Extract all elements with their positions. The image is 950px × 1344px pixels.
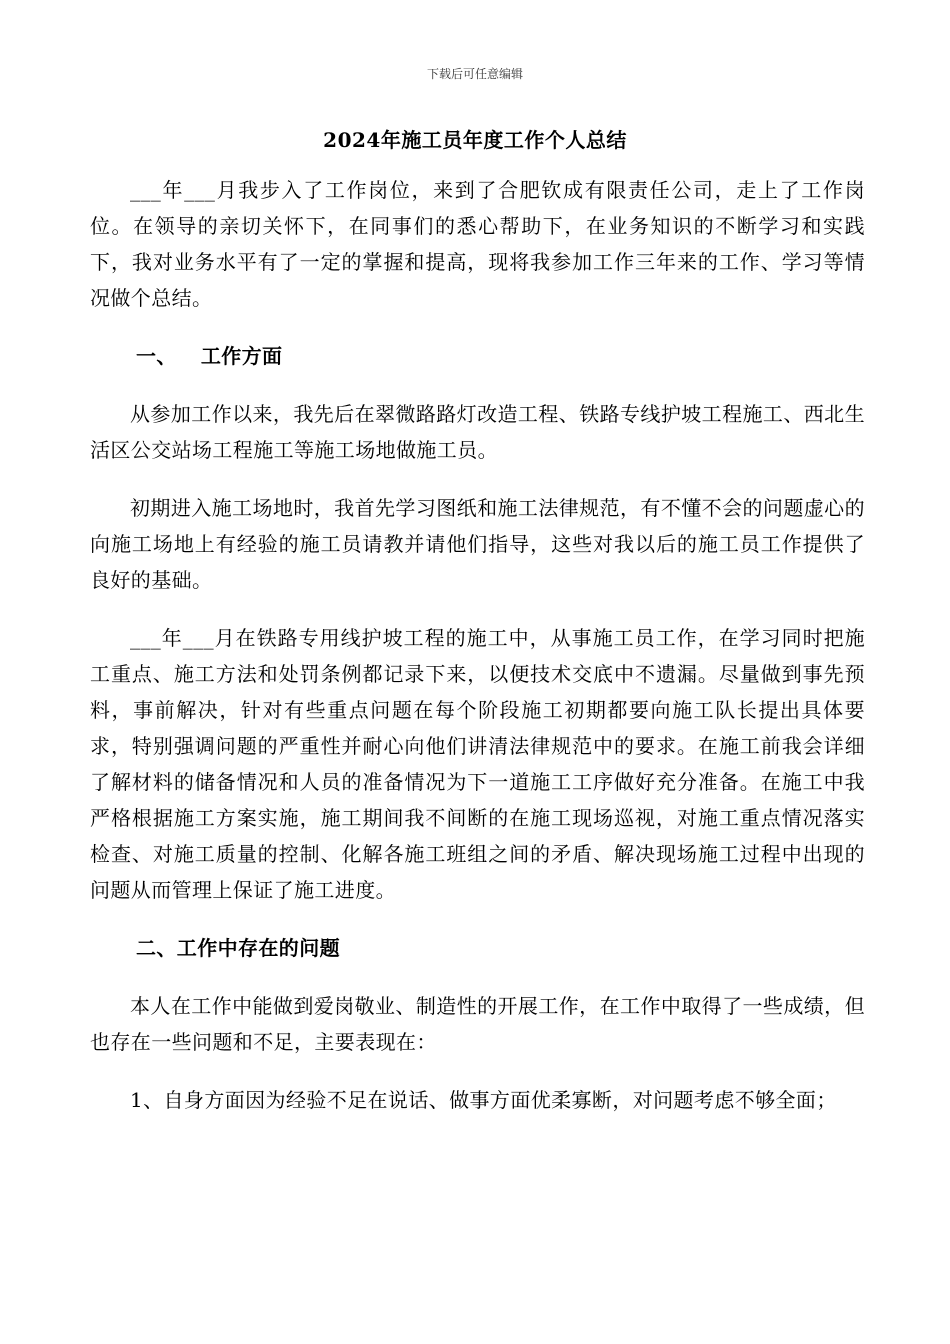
header-note: 下载后可任意编辑 <box>426 67 523 81</box>
paragraph: 从参加工作以来，我先后在翠微路路灯改造工程、铁路专线护坡工程施工、西北生活区公交站场工程施工等施工场地做施工员。 <box>90 402 865 462</box>
paragraph: 初期进入施工场地时，我首先学习图纸和施工法律规范，有不懂不会的问题虚心的向施工场地上有经验的施工员请教并请他们指导，这些对我以后的施工员工作提供了良好的基础。 <box>90 496 865 592</box>
section-number: 一、 <box>136 344 177 368</box>
section-heading-work <box>90 338 865 374</box>
paragraph: 本人在工作中能做到爱岗敬业、制造性的开展工作，在工作中取得了一些成绩，但也存在一些问题和不足，主要表现在： <box>90 994 865 1054</box>
paragraph: 1、自身方面因为经验不足在说话、做事方面优柔寡断，对问题考虑不够全面； <box>130 1088 837 1112</box>
page-title: 2024年施工员年度工作个人总结 <box>323 128 627 152</box>
intro-paragraph: ___年___月我步入了工作岗位，来到了合肥钦成有限责任公司，走上了工作岗位。在领导的亲切关怀下，在同事们的悉心帮助下，在业务知识的不断学习和实践下，我对业务水平有了一定的掌握和提高，现将我参加工作三年来的工作、学习等情况做个总结。 <box>90 178 865 310</box>
section-title: 工作方面 <box>200 344 283 368</box>
paragraph: ___年___月在铁路专用线护坡工程的施工中，从事施工员工作，在学习同时把施工重点、施工方法和处罚条例都记录下来，以便技术交底中不遗漏。尽量做到事先预料，事前解决，针对有些重点问题在每个阶段施工初期都要向施工队长提出具体要求，特别强调问题的严重性并耐心向他们讲清法律规范中的要求。在施工前我会详细了解材料的储备情况和人员的准备情况为下一道施工工序做好充分准备。在施工中我严格根据施工方案实施，施工期间我不间断的在施工现场巡视，对施工重点情况落实检查、对施工质量的控制、化解各施工班组之间的矛盾、解决现场施工过程中出现的问题从而管理上保证了施工进度。 <box>90 626 865 902</box>
section-heading-problems: 二、工作中存在的问题 <box>136 936 340 960</box>
document-body <box>90 172 865 1140</box>
